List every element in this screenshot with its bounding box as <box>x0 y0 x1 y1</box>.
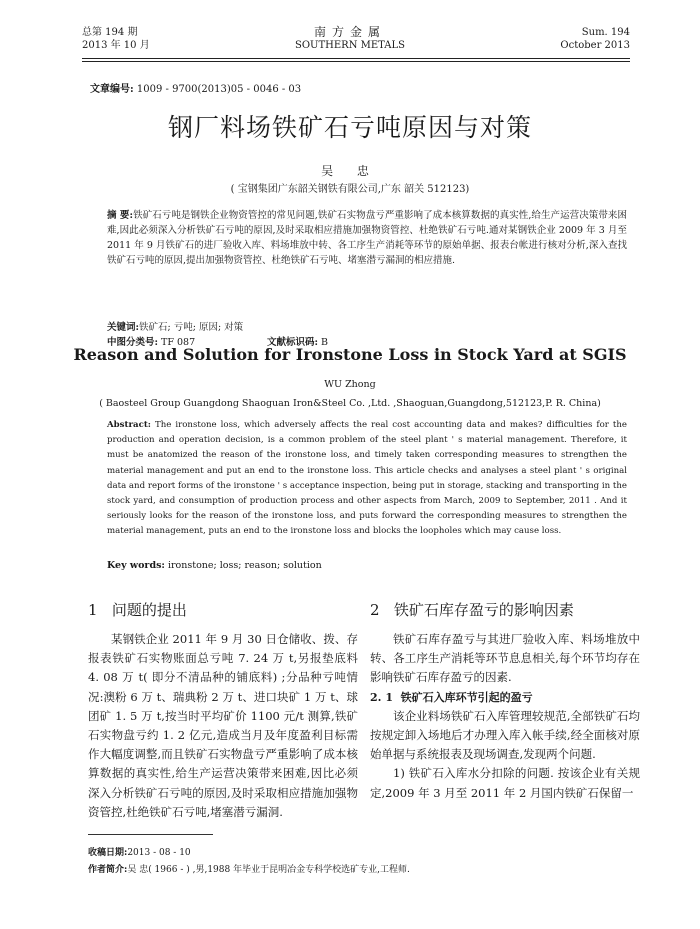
author-cn: 吴 忠 <box>321 164 379 178</box>
abstract-cn <box>107 208 627 268</box>
issue-number-en: Sum. 194 <box>581 27 630 38</box>
section-1-heading <box>88 599 187 620</box>
keywords-cn-text: 铁矿石; 亏吨; 原因; 对策 <box>139 322 244 333</box>
keywords-en <box>107 560 322 571</box>
affiliation-en: ( Baosteel Group Guangdong Shaoguan Iron&Steel Co. ,Ltd. ,Shaoguan,Guangdong,512123,P. R. China) <box>99 398 601 409</box>
abstract-cn-label: 摘 要: <box>107 210 134 221</box>
article-number-label: 文章编号: <box>90 84 134 95</box>
section-1-title: 问题的提出 <box>111 601 187 619</box>
subsection-2-1-number: 2. 1 <box>370 690 393 704</box>
issue-date: 2013 年 10 月 <box>82 40 150 51</box>
issue-number: 总第 194 期 <box>82 27 138 38</box>
journal-issue-info-en <box>560 26 630 52</box>
section-1-paragraph: 某钢铁企业 2011 年 9 月 30 日仓储收、拨、存报表铁矿石实物账面总亏吨 7. 24 万 t,另报垫底料 4. 08 万 t( 即分不清品种的铺底料) ;分品种亏吨情况:澳粉 6 万 t、瑞典粉 2 万 t、进口块矿 1 万 t、球团矿 1. 5 万 t,按当时平均矿价 1100 元/t 测算,铁矿石实物盘亏约 1. 2 亿元,造成当月及年度盈利目标需作大幅度调整,而且铁矿石实物盘亏严重影响了成本核算数据的真实性,给生产运营决策带来困难,因比必须深入分析铁矿石亏吨的原因,及时采取相应措施加强物资管控,杜绝铁矿石亏吨,堵塞潜亏漏洞. <box>88 632 358 819</box>
classification-label: 中图分类号: <box>107 337 159 348</box>
affiliation-cn: ( 宝钢集团广东韶关钢铁有限公司,广东 韶关 512123) <box>230 184 470 195</box>
abstract-en <box>107 418 627 540</box>
keywords-en-label: Key words: <box>107 560 165 571</box>
section-2-paragraph-2: 该企业料场铁矿石入库管理较规范,全部铁矿石均按规定卸入场地后才办理入库入帐手续,经全面核对原始单据与系统报表及现场调查,发现两个问题. <box>370 708 640 762</box>
left-column <box>88 630 358 822</box>
keywords-cn <box>107 319 243 333</box>
classification-value: TF 087 <box>161 337 196 348</box>
right-column <box>370 630 640 803</box>
document-code-value: B <box>321 337 329 348</box>
article-number <box>90 80 301 95</box>
section-2-number: 2 <box>370 601 380 619</box>
abstract-en-text: The ironstone loss, which adversely affects the real cost accounting data and makes? difficulties for the production and operation decision, is a common problem of the steel plant ' s material management. Therefore, it must be anatomized the reason of the ironstone loss, and timely taken corresponding measures to strengthen the material management and put an end to the ironstone loss. This article checks and analyses a steel plant ' s original data and report forms of the ironstone ' s acceptance inspection, being put in storage, stacking and transporting in the stock yard, and consumption of production process and other aspects from March, 2009 to September, 2011 . And it seriously looks for the reason of the ironstone loss, and puts forward the corresponding measures to strengthen the material management, puts an end to the ironstone loss and blocks the loopholes which may cause loss. <box>107 420 627 537</box>
author-bio-label: 作者简介: <box>88 865 128 875</box>
title-cn: 钢厂料场铁矿石亏吨原因与对策 <box>167 113 532 142</box>
author-bio-text: 吴 忠( 1966 - ) ,男,1988 年毕业于昆明冶金专科学校选矿专业,工程师. <box>127 865 410 875</box>
received-date-label: 收稿日期: <box>88 848 128 858</box>
section-1-number: 1 <box>88 601 98 619</box>
header-rule <box>82 58 630 59</box>
journal-name-cn: 南方金属 <box>313 25 386 39</box>
journal-name-en: SOUTHERN METALS <box>295 40 405 51</box>
received-date-value: 2013 - 08 - 10 <box>127 848 191 858</box>
footnote-rule <box>88 834 213 835</box>
subsection-2-1-heading <box>370 688 640 707</box>
section-2-heading <box>370 599 574 620</box>
article-number-value: 1009 - 9700(2013)05 - 0046 - 03 <box>136 84 302 95</box>
header-rule-thin <box>82 61 630 62</box>
issue-date-en: October 2013 <box>560 40 630 51</box>
keywords-en-text: ironstone; loss; reason; solution <box>167 560 322 571</box>
section-2-title: 铁矿石库存盈亏的影响因素 <box>393 601 574 619</box>
keywords-cn-label: 关键词: <box>107 322 140 333</box>
abstract-cn-text: 铁矿石亏吨是钢铁企业物资管控的常见问题,铁矿石实物盘亏严重影响了成本核算数据的真实性,给生产运营决策带来困难,因此必须深入分析铁矿石亏吨的原因,及时采取相应措施加强物资管控、杜绝铁矿石亏吨.通对某钢铁企业 2009 年 3 月至 2011 年 9 月铁矿石的进厂验收入库、料场堆放中转、各工序生产消耗等环节的原始单据、报表台帐进行核对分析,深入查找铁矿石亏吨的原因,提出加强物资管控、杜绝铁矿石亏吨、堵塞潜亏漏洞的相应措施. <box>107 210 627 266</box>
subsection-2-1-title: 铁矿石入库环节引起的盈亏 <box>400 690 533 704</box>
author-en: WU Zhong <box>324 379 376 390</box>
section-2-paragraph-1: 铁矿石库存盈亏与其进厂验收入库、料场堆放中转、各工序生产消耗等环节息息相关,每个环节均存在影响铁矿石库存盈亏的因素. <box>370 632 640 685</box>
document-code-label: 文献标识码: <box>267 337 319 348</box>
author-bio <box>88 862 410 875</box>
section-2-paragraph-3: 1) 铁矿石入库水分扣除的问题. 按该企业有关规定,2009 年 3 月至 2011 年 2 月国内铁矿石保留一 <box>370 766 640 800</box>
abstract-en-label: Abstract: <box>107 420 151 430</box>
received-date <box>88 845 191 858</box>
title-en: Reason and Solution for Ironstone Loss in Stock Yard at SGIS <box>73 345 627 364</box>
